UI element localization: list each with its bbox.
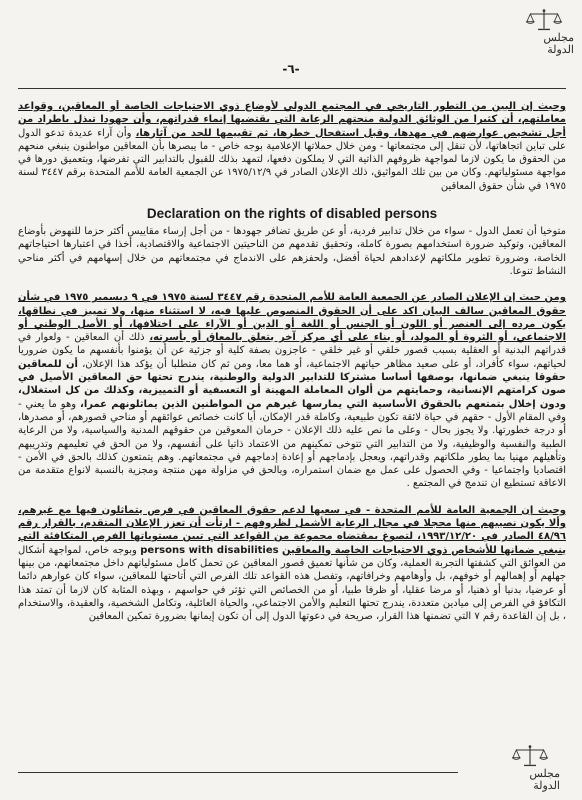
paragraph-history <box>18 100 566 193</box>
paragraph-declaration-lead: ومن حيث إن الإعلان الصادر عن الجمعية العامة للأمم المتحدة رقم ٣٤٤٧ لسنة ١٩٧٥ في ٩ ديسمبر ١٩٧٥ في شأن حقوق المعاقين سالف البيان اكد على أن الحقوق المنصوص عليها فيه، لا استثناء منها، ولا تمييز في نطاقها، يكون مرده إلى العنصر أو اللون أو الجنس أو اللغة أو الدين أو الآراء على اختلافها، أو الأصل الوطني أو الاجتماعي، أو الثروة أو المولد، أو بناء على أي مركز آخر يتعلق بالمعاق أو بأسرته، <box>18 292 566 344</box>
paragraph-declaration-rest: وهو ما يعني - وفي المقام الأول - حقهم في حياة لائقة تكون طبيعية، وكاملة قدر الإمكان، أيا كانت خصائص عوائقهم أو مناحي قصورهم، أو مصدرها، أو درجة خطورتها. ولا يجوز بحال - وعلى ما نص عليه ذلك الإعلان - حرمان المعوقين من حقوقهم المدنية والسياسية، ولا من الرعاية الطبية والنفسية والوظيفية، ولا من التدابير التي تتوخى تمكينهم من الاعتماد ذاتيا على أنفسهم، ولا من الحق في تعليمهم وتدريبهم وتأهيلهم مهنيا بما يطور ملكاتهم وقدراتهم، ويعجل بإدماجهم أو إعادة إدماجهم في مجتمعاتهم. وهم يتمتعون كذلك بالحق في الأمن - اقتصاديا واجتماعيا - وفي الحصول على عمل مع ضمان استمراره، وبالحق في مزاولة مهن منتجة ومجزية بالنسبة لانواع متقدمة من الاعاقة تستطيع ان تندمج في المجتمع . <box>18 398 566 490</box>
scales-emblem-icon <box>508 744 552 768</box>
paragraph-aims: متوخيا أن تعمل الدول - سواء من خلال تدابير فردية، أو عن طريق تضافر جهودها - من أجل إرساء مقاييس أكثر حزما للنهوض بأوضاع المعاقين، وتوكيد ضرورة استخدامهم بصورة كاملة، وتحقيق تقدمهم من الناحيتين الاجتماعية والاقتصادية، أخذا في اعتبارها احتياجاتهم الخاصة، وضرورة تطوير ملكاتهم لإعدادهم لحياة أفضل، ولحفزهم على الاندماج في مجتمعاتهم من خلال إسهامهم في أكثر مناحي النشاط تنوعا. <box>18 226 566 277</box>
logo-label: مجلس الدولة <box>543 31 574 56</box>
persons-with-disabilities-term: persons with disabilities <box>140 544 279 556</box>
header-divider <box>18 88 566 89</box>
scales-emblem-icon <box>522 8 566 32</box>
paragraph-history-lead: وحيث إن البين من التطور التاريخي في المجتمع الدولي لأوضاع ذوي الاحتياجات الخاصة أو المعاقين، وقواعد معاملتهم، أن كثيرا من الوثائق الدولية منحتهم الرعاية التي يقتضيها إنماء قدراتهم، وأن جهودا تبذل باطراد من أجل تشخيص عوارضهم في مهدها، وقبل استفحال خطرها، ثم تقييمها للحد من آثارها، <box>18 101 566 139</box>
council-logo-bottom <box>500 744 560 792</box>
document-body <box>18 100 566 765</box>
paragraph-declaration-bold: أن للمعاقين حقوقا ينبغي ضمانها، بوصفها أساسا مشتركا للتدابير الدولية والوطنية، يندرج تحتها حق المعاقين الأصيل في صون كرامتهم الإنسانية، وحمايتهم من ألوان المعاملة المهينة أو التعسفية أو التمييزية، وكذلك من كل استغلال، ودون إخلال بتمتعهم بالحقوق الأساسية التي يمارسها غيرهم من المواطنين الذين يماثلونهم عمرا، <box>18 358 566 410</box>
declaration-title: Declaration on the rights of disabled persons <box>146 206 438 222</box>
council-logo-top <box>514 8 574 56</box>
logo-label: مجلس الدولة <box>529 767 560 792</box>
paragraph-resolution-lead: وحيث إن الجمعية العامة للأمم المتحدة - في سعيها لدعم حقوق المعاقين في فرص يتماثلون فيها مع غيرهم، وألا يكون نصيبهم منها محجلا في مجال الرعاية الأشمل لظروفهم - ارتأت أن تعزز الإعلان المتقدم، بالقرار رقم ٤٨/٩٦ الصادر في ١٩٩٣/١٢/٢٠، لتصوغ بمقتضاه مجموعة من القواعد التي تبين مستوياتها الفرص المتكافئة التي ينبغي ضمانها للأشخاص ذوي الاحتياجات الخاصة والمعاقين <box>18 504 566 556</box>
page-number: -٦- <box>282 62 300 76</box>
footer-divider <box>18 772 458 773</box>
paragraph-resolution <box>18 504 566 624</box>
paragraph-declaration-mid: ذلك أن المعاقين - ولعوار في قدراتهم البدنية أو العقلية بسبب قصور خلقي أو غير خلقي - عاجزون بصفة كلية أو جزئية عن أن يؤمنوا بأنفسهم ما يكون ضروريا لحياتهم، سواء كأفراد، أو على صعيد مظاهر حياتهم الاجتماعية، أو هما معا، ومن ثم كان متطلبا أن يؤكد هذا الإعلان، <box>18 332 566 370</box>
paragraph-resolution-rest: وبوجه خاص، لمواجهة أشكال من العوائق التي كشفتها التجربة العملية، وكان من شأنها تعميق قصور المعاقين عن تحمل كامل مسئولياتهم داخل مجتمعاتهم، من بينها جهلهم أو إهمالهم أو خوفهم، بل وأوهامهم وخرافاتهم، وتفصل هذه القواعد تلك الفرص التي أتاحتها للمعاقين، سواء كان عوارهم دائما أو عرضيا، بدنيا أو ذهنيا، أو مرضا عقليا، أو ظرفا طبيا، أو من الخصائص التي تؤثر في حواسهم ، وبهذه المثابة كان لازما أن تمتد هذا التكافؤ في الفرص إلى ميادين متعددة، يندرج تحتها التعليم والأمن الاجتماعي، والحياة العائلية، وتكامل الشخصية، والعقيدة، والاستخدام ، بل إن القاعدة رقم ٧ التي تضمنها هذا القرار، صريحة في دعوتها الدول إلى أن تكون إيمانها بضرورة تمكين المعاقين <box>18 544 566 623</box>
paragraph-history-rest: وأن آراء عديدة تدعو الدول على تباين اتجاهاتها، لأن تنقل إلى مجتمعاتها - ومن خلال حملاتها الإعلامية بوجه خاص - ما يبصرها بأن المعاقين مواطنون ينبغي منحهم من الحقوق ما يكون لازما لمواجهة ظروفهم الذاتية التي لا يملكون دفعها، لتمهد بذلك للقبول بالتدابير التي تفرضها، وبتعميق دورها في مواجهة مسئولياتهم. وكان من بين تلك المواثيق، ذلك الإعلان الصادر في ١٩٧٥/١٢/٩ عن الجمعية العامة للأمم المتحدة برقم ٣٤٤٧ لسنة ١٩٧٥ في شأن حقوق المعاقين <box>18 127 566 192</box>
paragraph-declaration <box>18 291 566 490</box>
